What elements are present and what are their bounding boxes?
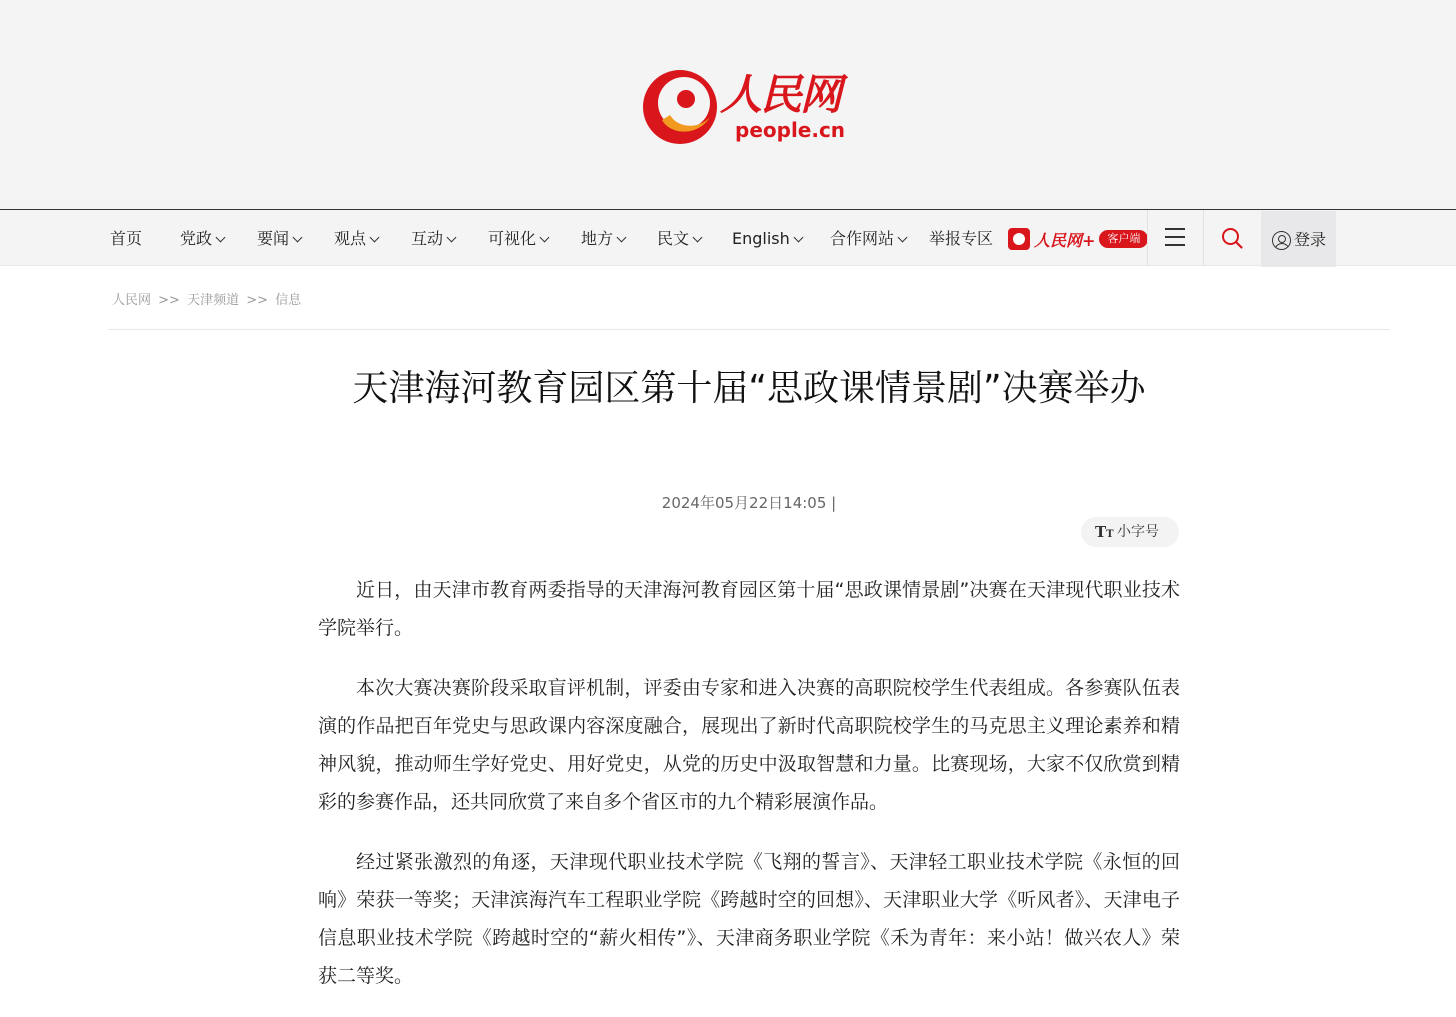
breadcrumb-link[interactable]: 人民网 <box>112 293 152 308</box>
nav-label: 首页 <box>110 229 143 248</box>
app-client-link[interactable] <box>1008 227 1148 251</box>
font-size-icon: TT <box>1095 523 1114 541</box>
nav-item-yaowen[interactable] <box>257 210 301 266</box>
breadcrumb-separator: >> <box>246 293 269 308</box>
nav-item-jubao[interactable] <box>929 210 993 266</box>
chevron-down-icon <box>216 233 226 243</box>
chevron-down-icon <box>447 233 457 243</box>
nav-item-hezuo[interactable] <box>830 210 906 266</box>
font-size-label: 小字号 <box>1117 524 1159 540</box>
nav-label: 举报专区 <box>929 229 994 248</box>
search-icon[interactable] <box>1221 227 1243 249</box>
site-header <box>0 0 1456 210</box>
chevron-down-icon <box>540 233 550 243</box>
nav-label: English <box>732 229 790 248</box>
nav-label: 合作网站 <box>830 229 895 248</box>
chevron-down-icon <box>370 233 380 243</box>
breadcrumb-separator: >> <box>158 293 180 308</box>
breadcrumb-link[interactable]: 天津频道 <box>187 293 240 308</box>
logo-text-cn: 人民网 <box>720 70 841 119</box>
nav-item-dangzheng[interactable] <box>180 210 224 266</box>
nav-divider <box>1203 210 1204 266</box>
breadcrumb-link[interactable]: 信息 <box>275 293 302 308</box>
nav-item-hudong[interactable] <box>411 210 455 266</box>
article-body <box>318 571 1180 1017</box>
breadcrumb <box>112 289 301 308</box>
article-paragraph: 本次大赛决赛阶段采取盲评机制，评委由专家和进入决赛的高职院校学生代表组成。各参赛队伍表演的作品把百年党史与思政课内容深度融合，展现出了新时代高职院校学生的马克思主义理论素养和精神风貌，推动师生学好党史、用好党史，从党的历史中汲取智慧和力量。比赛现场，大家不仅欣赏到精彩的参赛作品，还共同欣赏了来自多个省区市的九个精彩展演作品。 <box>318 677 1180 813</box>
nav-label: 民文 <box>657 229 690 248</box>
nav-label: 要闻 <box>257 229 290 248</box>
app-logo-text: 人民网+ <box>1034 230 1096 250</box>
font-size-toggle-button[interactable] <box>1081 517 1179 547</box>
nav-item-minwen[interactable] <box>657 210 701 266</box>
nav-item-keshihua[interactable] <box>488 210 548 266</box>
login-label: 登录 <box>1294 230 1327 249</box>
people-cn-logo[interactable] <box>640 60 860 155</box>
article-paragraph: 近日，由天津市教育两委指导的天津海河教育园区第十届“思政课情景剧”决赛在天津现代职业技术学院举行。 <box>318 579 1180 639</box>
chevron-down-icon <box>898 233 908 243</box>
chevron-down-icon <box>293 233 303 243</box>
article-title: 天津海河教育园区第十届“思政课情景剧”决赛举办 <box>352 368 1146 409</box>
article-date: 2024年05月22日14:05 | <box>661 494 837 512</box>
nav-item-home[interactable] <box>110 210 142 266</box>
nav-item-english[interactable] <box>732 210 802 266</box>
logo-swirl-icon <box>640 65 720 145</box>
nav-label: 党政 <box>180 229 213 248</box>
nav-label: 互动 <box>411 229 444 248</box>
nav-label: 地方 <box>581 229 614 248</box>
nav-label: 观点 <box>334 229 367 248</box>
nav-item-guandian[interactable] <box>334 210 378 266</box>
chevron-down-icon <box>617 233 627 243</box>
content-divider <box>108 329 1390 330</box>
nav-label: 可视化 <box>488 229 537 248</box>
app-logo-icon <box>1008 228 1030 250</box>
login-button[interactable] <box>1261 211 1336 267</box>
article-paragraph: 经过紧张激烈的角逐，天津现代职业技术学院《飞翔的誓言》、天津轻工职业技术学院《永恒的回响》荣获一等奖；天津滨海汽车工程职业学院《跨越时空的回想》、天津职业大学《听风者》、天津电子信息职业技术学院《跨越时空的“薪火相传”》、天津商务职业学院《禾为青年：来小站！做兴农人》荣获二等奖。 <box>318 851 1180 987</box>
chevron-down-icon <box>793 233 803 243</box>
logo-text-en: people.cn <box>735 118 846 142</box>
menu-icon[interactable] <box>1165 228 1185 246</box>
app-client-badge: 客户端 <box>1099 230 1148 248</box>
user-icon <box>1272 231 1291 250</box>
nav-divider <box>1147 210 1148 266</box>
nav-item-difang[interactable] <box>581 210 625 266</box>
chevron-down-icon <box>693 233 703 243</box>
